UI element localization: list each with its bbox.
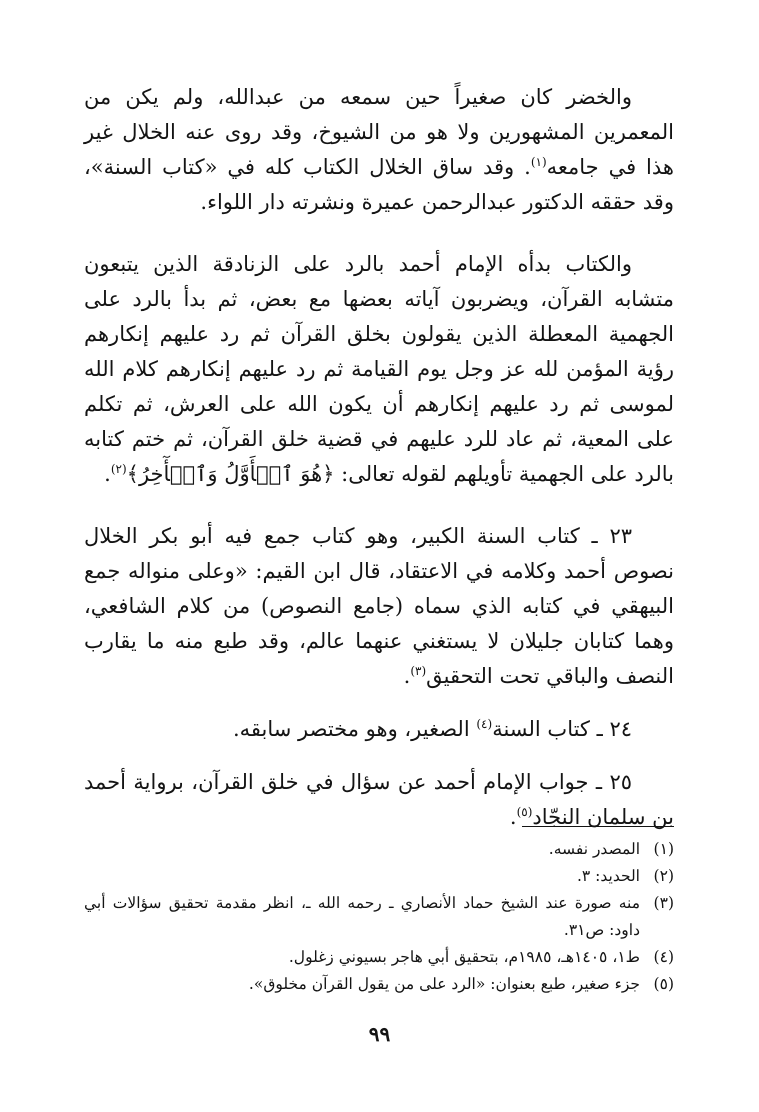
paragraph-1-text-before: والخضر كان صغيراً حين سمعه من عبدالله، ولم يكن من المعمرين المشهورين ولا هو من الشيوخ، وقد روى عنه الخلال غير هذا في جامعه: [84, 85, 674, 179]
footnote-text: المصدر نفسه.: [548, 840, 640, 858]
footnote-number: (٥): [653, 975, 674, 993]
paragraph-2-text-after: .: [104, 462, 111, 486]
footnote-3: [84, 890, 674, 944]
footnote-text: الحديد: ٣.: [576, 867, 640, 885]
footnote-text: جزء صغير، طبع بعنوان: «الرد على من يقول القرآن مخلوق».: [248, 975, 640, 993]
paragraph-1-text-after: . وقد ساق الخلال الكتاب كله في «كتاب السنة»، وقد حققه الدكتور عبدالرحمن عميرة ونشرته دار اللواء.: [84, 155, 674, 214]
footnote-number: (٢): [653, 867, 674, 885]
footnote-2: [84, 863, 674, 890]
main-text: [84, 80, 674, 862]
paragraph-23-text-after: .: [403, 664, 411, 688]
paragraph-25-text-before: ٢٥ ـ جواب الإمام أحمد عن سؤال في خلق القرآن، برواية أحمد بن سلمان النجّاد: [84, 770, 674, 829]
paragraph-2-text-before: والكتاب بدأه الإمام أحمد بالرد على الزنادقة الذين يتبعون متشابه القرآن، ويضربون آياته بعضها مع بعض، ثم بدأ بالرد على الجهمية المعطلة الذين يقولون بخلق القرآن ثم رد عليهم إنكارهم رؤية المؤمن لله عز وجل يوم القيامة ثم رد عليهم إنكارهم كلام الله لموسى ثم رد عليهم إنكارهم أن يكون الله على العرش، ثم تكلم على المعية، ثم عاد للرد عليهم في قضية خلق القرآن، ثم ختم كتابه بالرد على الجهمية تأويلهم لقوله تعالى: ﴿هُوَ ٱلۡأَوَّلُ وَٱلۡأٓخِرُ﴾: [84, 252, 674, 486]
paragraph-2: [84, 247, 674, 492]
page-number: ٩٩: [368, 1022, 391, 1046]
paragraph-1: [84, 80, 674, 220]
footnote-marker-1: (١): [530, 155, 547, 169]
footnote-marker-5: (٥): [516, 805, 533, 819]
paragraph-23: [84, 519, 674, 694]
paragraph-23-text-before: ٢٣ ـ كتاب السنة الكبير، وهو كتاب جمع فيه أبو بكر الخلال نصوص أحمد وكلامه في الاعتقاد، قال ابن القيم: «وعلى منواله جمع البيهقي في كتابه الذي سماه (جامع النصوص) من كلام الشافعي، وهما كتابان جليلان لا يستغني عنهما عالم، وقد طبع منه ما يقارب النصف والباقي تحت التحقيق: [84, 524, 674, 688]
paragraph-24: [84, 712, 674, 747]
footnote-5: [84, 971, 674, 998]
footnote-number: (١): [653, 840, 674, 858]
footnote-marker-2: (٢): [110, 462, 127, 476]
footnote-number: (٤): [653, 948, 674, 966]
footnote-divider: [522, 826, 674, 827]
paragraph-25-text-after: .: [509, 805, 517, 829]
footnote-text: منه صورة عند الشيخ حماد الأنصاري ـ رحمه الله ـ، انظر مقدمة تحقيق سؤالات أبي داود: ص٣١.: [84, 894, 640, 939]
footnote-1: [84, 836, 674, 863]
footnote-4: [84, 944, 674, 971]
footnote-text: ط١، ١٤٠٥هـ، ١٩٨٥م، بتحقيق أبي هاجر بسيوني زغلول.: [288, 948, 640, 966]
paragraph-25: [84, 765, 674, 835]
footnotes: [84, 836, 674, 998]
footnote-number: (٣): [653, 894, 674, 912]
paragraph-24-text-after: الصغير، وهو مختصر سابقه.: [232, 717, 477, 741]
footnote-marker-4: (٤): [476, 717, 493, 731]
paragraph-24-text-before: ٢٤ ـ كتاب السنة: [492, 717, 632, 741]
footnote-marker-3: (٣): [410, 664, 427, 678]
